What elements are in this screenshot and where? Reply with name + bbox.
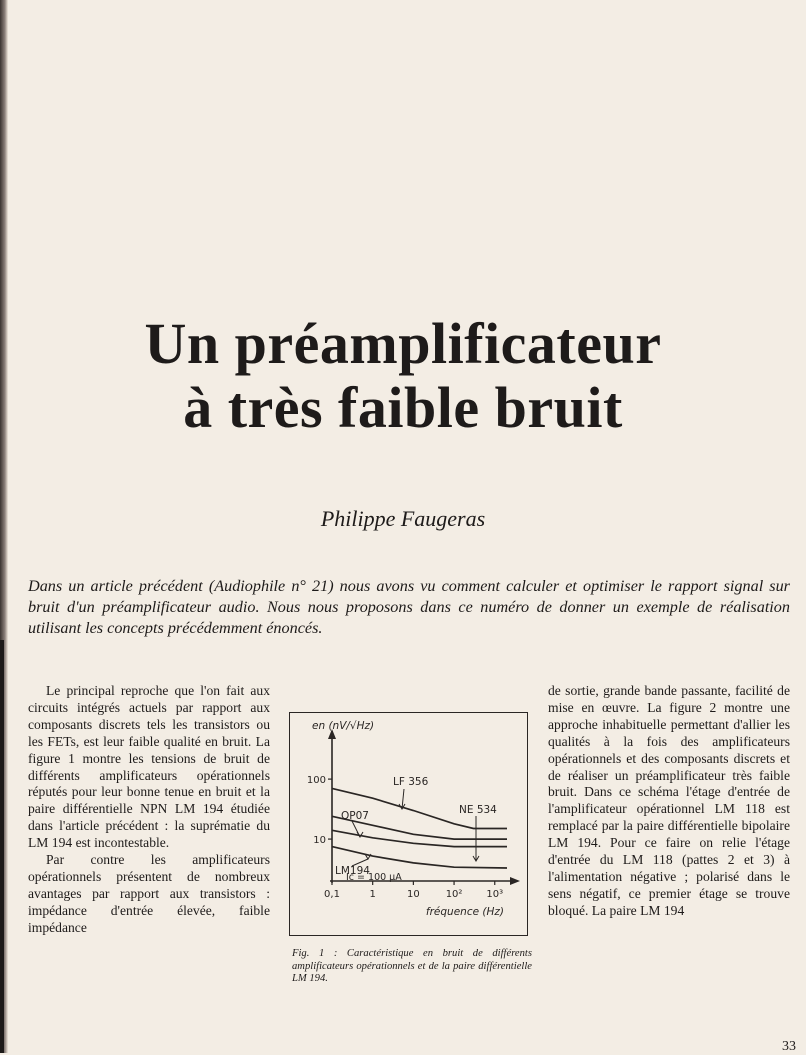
x-axis-arrow [510,877,520,885]
y-tick-label: 100 [306,775,326,787]
column-right [548,683,790,920]
paragraph: de sortie, grande bande passante, facilité de mise en œuvre. La figure 2 montre une approche inhabituelle permettant d'allier les qualités à la fois des amplificateurs opérationnels et des composants discrets et de réaliser un préamplificateur très faible bruit. Dans ce schéma l'étage d'entrée de l'amplificateur opérationnel LM 118 est remplacé par la paire différentielle bipolaire LM 194. Pour ce faire on relie l'étage d'entrée du LM 118 (pattes 2 et 3) à l'alimentation négative ; polarisé dans le sens négatif, ce premier étage se trouve bloqué. La paire LM 194 [548,683,790,918]
series-label: NE 534 [459,804,497,816]
column-left [28,683,270,937]
paragraph: Le principal reproche que l'on fait aux circuits intégrés actuels par rapport aux composants discrets tels les transistors ou les FETs, est leur faible qualité en bruit. La figure 1 montre les tensions de bruit de différents amplificateurs opérationnels réputés pour leur bonne tenue en bruit et la paire différentielle NPN LM 194 étudiée dans l'article précédent : la suprématie du LM 194 est incontestable. [28,683,270,851]
page-number: 33 [782,1039,796,1054]
title-line-2: à très faible bruit [183,375,623,440]
abstract: Dans un article précédent (Audiophile n° 21) nous avons vu comment calculer et optimiser le rapport signal sur bruit d'un préamplificateur audio. Nous nous proposons dans ce numéro de donner un exemple de réalisation utilisant les concepts précédemment énoncés. [28,577,790,637]
figure-1 [289,712,528,936]
figure-caption: Fig. 1 : Caractéristique en bruit de différents amplificateurs opérationnels et de la paire différentielle LM 194. [292,948,532,984]
series-label: LM194 [335,865,370,877]
article-title [0,312,806,440]
x-tick-label: 0,1 [324,889,340,900]
x-tick-label: 10³ [486,889,504,900]
x-tick-label: 10 [407,889,420,900]
author-name: Philippe Faugeras [320,506,486,531]
chart-annotation: Ic = 100 µA [346,872,402,883]
series-label: OP07 [341,810,369,822]
x-tick-label: 1 [369,889,376,900]
chart-curves [332,788,507,868]
paragraph: Par contre les amplificateurs opérationnels présentent de nombreux avantages par rapport aux transistors : impédance d'entrée élevée, faible impédance [28,852,270,935]
page-edge-shadow [0,640,4,1053]
x-tick-label: 10² [445,889,463,900]
title-line-1: Un préamplificateur [144,311,662,376]
x-axis-label: fréquence (Hz) [425,906,504,918]
noise-chart [290,713,529,937]
y-tick-label: 10 [313,835,326,847]
y-axis-label: en (nV/√Hz) [312,720,375,732]
series-label: LF 356 [393,776,429,788]
